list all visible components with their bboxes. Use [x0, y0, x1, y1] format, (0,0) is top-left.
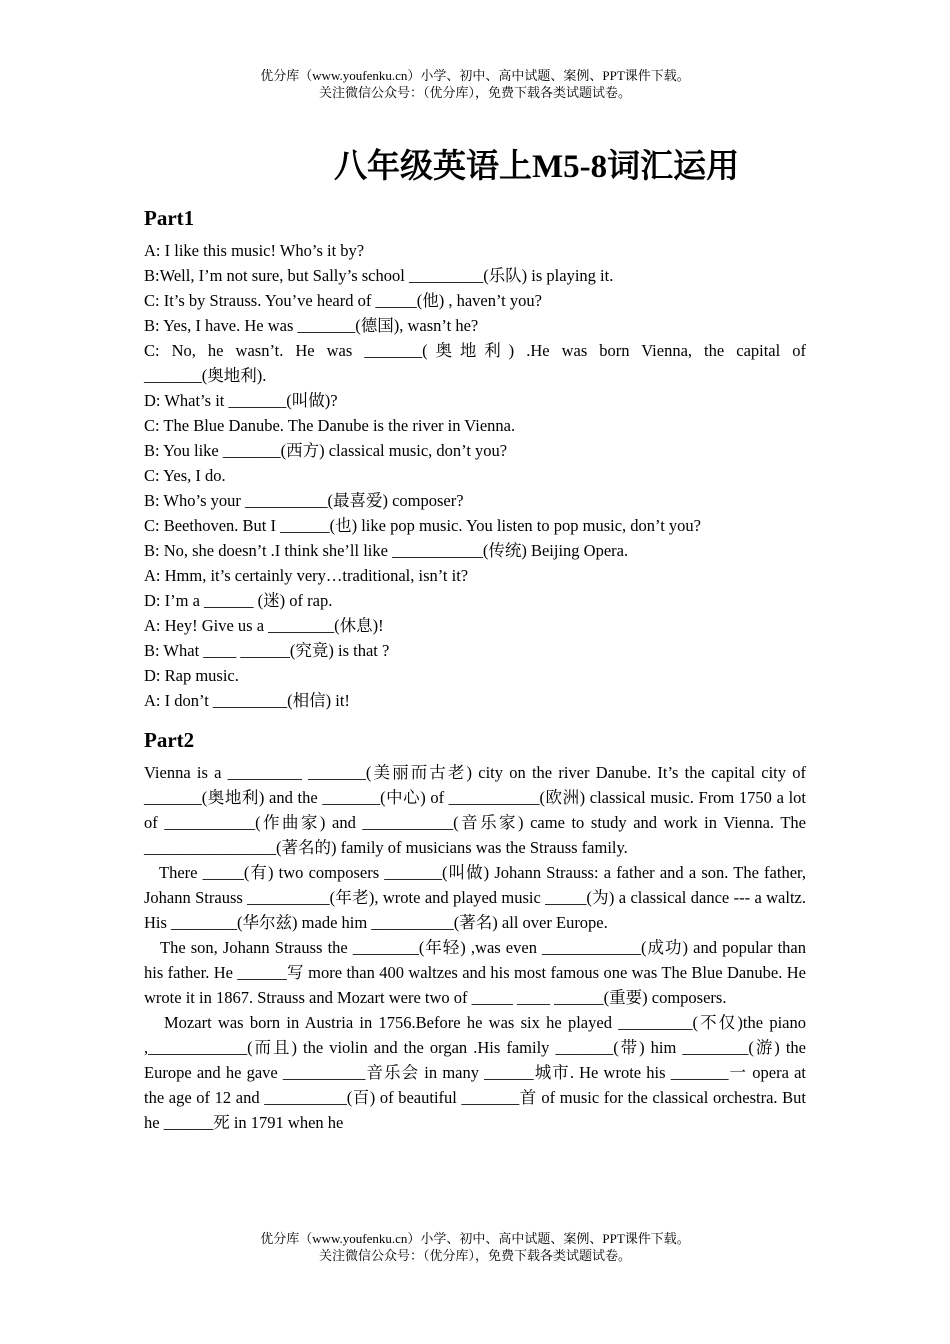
header-line-1: 优分库（www.youfenku.cn）小学、初中、高中试题、案例、PPT课件下载。	[260, 68, 690, 83]
dialogue-line: C: It’s by Strauss. You’ve heard of _____(他) , haven’t you?	[144, 291, 542, 310]
passage-paragraph: There _____(有) two composers _______(叫做) Johann Strauss: a father and a son. The father, Johann Strauss __________(年老), wrote and played music _____(为) a classical dance --- a waltz. His ________(华尔兹) made him __________(著名) all over Europe.	[144, 863, 806, 932]
passage-paragraph: The son, Johann Strauss the ________(年轻) ,was even ____________(成功) and popular than his father. He ______写 more than 400 waltzes and his most famous one was The Blue Danube. He wrote it in 1867. Strauss and Mozart were two of _____ ____ ______(重要) composers.	[144, 938, 806, 1007]
part1-heading: Part1	[144, 206, 195, 230]
dialogue-line: B:Well, I’m not sure, but Sally’s school _________(乐队) is playing it.	[144, 266, 614, 285]
dialogue-line: D: Rap music.	[144, 666, 239, 685]
dialogue-line: D: I’m a ______ (迷) of rap.	[144, 591, 333, 610]
dialogue-line: B: Who’s your __________(最喜爱) composer?	[144, 491, 464, 510]
page-footer	[0, 1230, 950, 1264]
part1-dialogue	[144, 238, 806, 713]
dialogue-line: A: I like this music! Who’s it by?	[144, 241, 365, 260]
dialogue-line: B: What ____ ______(究竟) is that ?	[144, 641, 390, 660]
page-title: 八年级英语上M5-8词汇运用	[334, 149, 740, 185]
dialogue-line: A: Hey! Give us a ________(休息)!	[144, 616, 384, 635]
page-header	[0, 67, 950, 101]
dialogue-line: B: No, she doesn’t .I think she’ll like ___________(传统) Beijing Opera.	[144, 541, 629, 560]
document-body	[144, 200, 806, 1135]
dialogue-line: C: Yes, I do.	[144, 466, 226, 485]
header-line-2: 关注微信公众号：（优分库），免费下载各类试题试卷。	[318, 85, 631, 100]
dialogue-line: C: The Blue Danube. The Danube is the river in Vienna.	[144, 416, 516, 435]
footer-line-2: 关注微信公众号：（优分库），免费下载各类试题试卷。	[318, 1248, 631, 1263]
passage-paragraph: Mozart was born in Austria in 1756.Before he was six he played _________(不仅)the piano ,____________(而且) the violin and the organ .His family _______(带) him ________(游) the Europe and he gave __________音乐会 in many ______城市. He wrote his _______一 opera at the age of 12 and __________(百) of beautiful _______首 of music for the classical orchestra. But he ______死 in 1791 when he	[144, 1013, 806, 1132]
dialogue-line: B: Yes, I have. He was _______(德国), wasn’t he?	[144, 316, 479, 335]
footer-line-1: 优分库（www.youfenku.cn）小学、初中、高中试题、案例、PPT课件下载。	[260, 1231, 690, 1246]
part2-passage	[144, 760, 806, 1135]
part2-heading: Part2	[144, 728, 195, 752]
dialogue-line: C: No, he wasn’t. He was _______(奥地利) .He was born Vienna, the capital of	[144, 341, 806, 360]
dialogue-line: A: Hmm, it’s certainly very…traditional, isn’t it?	[144, 566, 469, 585]
dialogue-line: C: Beethoven. But I ______(也) like pop music. You listen to pop music, don’t you?	[144, 516, 702, 535]
dialogue-line: A: I don’t _________(相信) it!	[144, 691, 350, 710]
dialogue-line: B: You like _______(西方) classical music, don’t you?	[144, 441, 508, 460]
passage-paragraph: Vienna is a _________ _______(美丽而古老) city on the river Danube. It’s the capital city of _______(奥地利) and the _______(中心) of ___________(欧洲) classical music. From 1750 a lot of ___________(作曲家) and ___________(音乐家) came to study and work in Vienna. The ________________(著名的) family of musicians was the Strauss family.	[144, 763, 806, 857]
dialogue-line: _______(奥地利).	[144, 366, 267, 385]
dialogue-line: D: What’s it _______(叫做)?	[144, 391, 338, 410]
